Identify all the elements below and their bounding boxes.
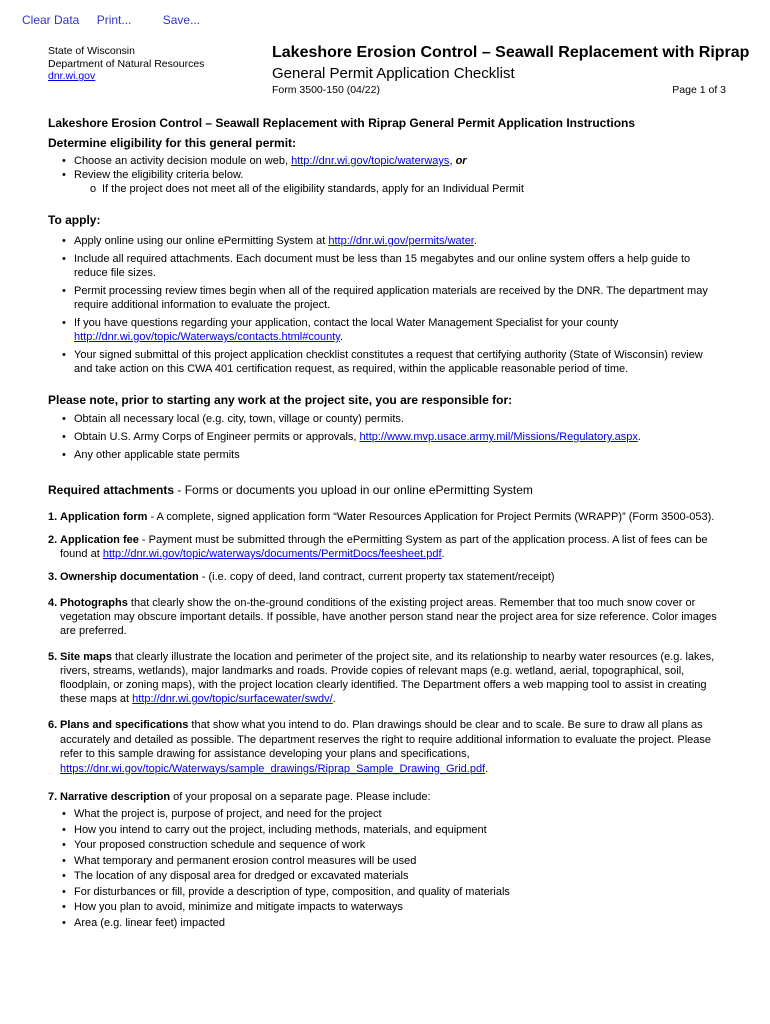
list-item: • What temporary and permanent erosion control measures will be used [48, 854, 724, 870]
list-item: • Permit processing review times begin when all of the required application materials are received by the DNR. The department may require additional information to evaluate the project. [48, 284, 724, 312]
list-item: • Review the eligibility criteria below. [48, 168, 724, 182]
list-item: • Choose an activity decision module on web, http://dnr.wi.gov/topic/waterways, or [48, 154, 724, 168]
sample-drawing-link[interactable]: https://dnr.wi.gov/topic/Waterways/sample_drawings/Riprap_Sample_Drawing_Grid.pdf [60, 762, 486, 775]
print-button[interactable]: Print... [96, 13, 132, 27]
note-list [48, 412, 724, 462]
list-item: • Apply online using our online ePermitting System at http://dnr.wi.gov/permits/water. [48, 234, 724, 248]
apply-heading: To apply: [48, 213, 101, 227]
attachment-item: 5. Site maps that clearly illustrate the location and perimeter of the project site, and its relationship to nearby water resources (e.g. lakes, rivers, streams, wetlands), major landmarks and roads. Provide copies of relevant maps (e.g. wetland, aerial, topographical, soil, floodplain, or zoning maps), with the project location clearly identified. The Department offers a web mapping tool to assist in creating these maps at http://dnr.wi.gov/topic/surfacewater/swdv/. [48, 651, 715, 705]
eligibility-sublist [48, 182, 724, 196]
list-item: • If you have questions regarding your application, contact the local Water Management Specialist for your county http://dnr.wi.gov/topic/Waterways/contacts.html#county. [48, 316, 724, 344]
list-item: • Obtain all necessary local (e.g. city, town, village or county) permits. [48, 412, 724, 426]
list-item: • For disturbances or fill, provide a description of type, composition, and quality of materials [48, 885, 724, 901]
attachment-item: 3. Ownership documentation - (i.e. copy of deed, land contract, current property tax statement/receipt) [48, 571, 555, 583]
list-item: • What the project is, purpose of project, and need for the project [48, 807, 724, 823]
attachment-item: 1. Application form - A complete, signed application form “Water Resources Application for Project Permits (WRAPP)” (Form 3500-053). [48, 511, 715, 523]
narrative-list [48, 807, 724, 931]
feesheet-link[interactable]: http://dnr.wi.gov/topic/waterways/documents/PermitDocs/feesheet.pdf [102, 548, 442, 560]
permits-water-link[interactable]: http://dnr.wi.gov/permits/water [328, 235, 474, 247]
list-item: • How you plan to avoid, minimize and mitigate impacts to waterways [48, 900, 724, 916]
attachment-item: 6. Plans and specifications that show what you intend to do. Plan drawings should be clear and to scale. Be sure to draw all plans as accurately and detailed as possible. The department reserves the right to require additional information to evaluate the project. Please refer to this sample drawing for assistance developing your plans and specifications, https://dnr.wi.gov/topic/Waterways/sample_drawings/Riprap_Sample_Drawing_Grid.pdf. [48, 719, 712, 775]
waterways-link[interactable]: http://dnr.wi.gov/topic/waterways [291, 155, 450, 167]
eligibility-heading: Determine eligibility for this general permit: [48, 136, 297, 150]
list-item: o If the project does not meet all of the eligibility standards, apply for an Individual Permit [48, 182, 724, 196]
note-heading: Please note, prior to starting any work at the project site, you are responsible for: [48, 393, 513, 407]
document-subtitle: General Permit Application Checklist [272, 65, 515, 82]
instructions-title: Lakeshore Erosion Control – Seawall Replacement with Riprap General Permit Application Instructions [48, 116, 636, 130]
county-contacts-link[interactable]: http://dnr.wi.gov/topic/Waterways/contacts.html#county [74, 331, 340, 343]
page-number: Page 1 of 3 [672, 84, 726, 96]
eligibility-list [48, 154, 724, 182]
instructions-content [48, 115, 724, 931]
agency-department: Department of Natural Resources [48, 57, 205, 70]
list-item: • Your proposed construction schedule and sequence of work [48, 838, 724, 854]
usace-regulatory-link[interactable]: http://www.mvp.usace.army.mil/Missions/Regulatory.aspx [359, 431, 638, 443]
required-attachments-heading: Required attachments - Forms or documents you upload in our online ePermitting System [48, 483, 533, 497]
apply-list [48, 234, 724, 376]
list-item: • Obtain U.S. Army Corps of Engineer permits or approvals, http://www.mvp.usace.army.mil/Missions/Regulatory.aspx. [48, 430, 724, 444]
attachment-item: 7. Narrative description of your proposal on a separate page. Please include: [48, 791, 431, 803]
form-toolbar [22, 13, 214, 27]
list-item: • The location of any disposal area for dredged or excavated materials [48, 869, 724, 885]
save-button[interactable]: Save... [162, 13, 201, 27]
list-item: • How you intend to carry out the project, including methods, materials, and equipment [48, 823, 724, 839]
list-item: • Include all required attachments. Each document must be less than 15 megabytes and our online system offers a help guide to reduce file sizes. [48, 252, 724, 280]
agency-website-link[interactable]: dnr.wi.gov [48, 70, 96, 82]
agency-block [48, 45, 204, 83]
attachment-item: 2. Application fee - Payment must be submitted through the ePermitting System as part of the application process. A list of fees can be found at http://dnr.wi.gov/topic/waterways/documents/PermitDocs/feesheet.pdf. [48, 534, 708, 560]
list-item: • Your signed submittal of this project application checklist constitutes a request that certifying authority (State of Wisconsin) review and take action on this CWA 401 certification request, as required, within the applicable reasonable period of time. [48, 348, 724, 376]
surfacewater-link[interactable]: http://dnr.wi.gov/topic/surfacewater/swdv/ [132, 693, 333, 705]
clear-data-button[interactable]: Clear Data [22, 13, 80, 27]
form-number: Form 3500-150 (04/22) [272, 84, 380, 96]
agency-state: State of Wisconsin [48, 45, 135, 57]
attachment-item: 4. Photographs that clearly show the on-the-ground conditions of the existing project areas. Remember that too much snow cover or vegetation may obscure important details. If possible, have another person stand near the project area for size reference. Color images are preferred. [48, 597, 717, 637]
list-item: • Area (e.g. linear feet) impacted [48, 916, 724, 932]
list-item: • Any other applicable state permits [48, 448, 724, 462]
document-title: Lakeshore Erosion Control – Seawall Replacement with Riprap [272, 44, 750, 61]
